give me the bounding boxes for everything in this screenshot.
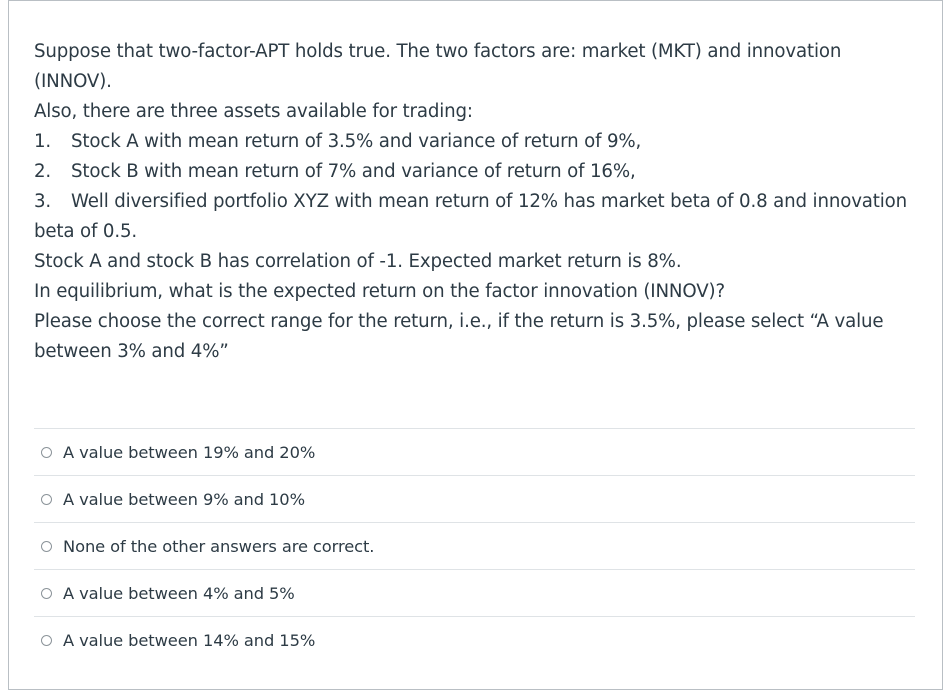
answer-option[interactable] <box>34 616 915 663</box>
question-line: between 3% and 4%” <box>34 341 229 362</box>
list-item-number: 3. <box>34 191 52 212</box>
radio-button[interactable] <box>41 494 52 505</box>
question-card <box>8 0 943 690</box>
radio-button[interactable] <box>41 447 52 458</box>
question-text <box>34 37 914 367</box>
answer-label[interactable]: A value between 14% and 15% <box>63 630 316 650</box>
answer-option[interactable] <box>34 522 915 569</box>
answer-list <box>34 428 915 663</box>
answer-option[interactable] <box>34 569 915 616</box>
list-item-number: 1. <box>34 131 52 152</box>
list-item-number: 2. <box>34 161 52 182</box>
answer-label[interactable]: A value between 4% and 5% <box>63 583 295 603</box>
answer-label[interactable]: A value between 19% and 20% <box>63 442 316 462</box>
list-item <box>34 157 914 187</box>
question-line: In equilibrium, what is the expected return on the factor innovation (INNOV)? <box>34 281 725 302</box>
question-line: Suppose that two-factor-APT holds true. The two factors are: market (MKT) and innovation <box>34 41 842 62</box>
question-line: Stock A and stock B has correlation of -1. Expected market return is 8%. <box>34 251 682 272</box>
answer-label[interactable]: None of the other answers are correct. <box>63 536 375 556</box>
answer-option[interactable] <box>34 475 915 522</box>
radio-button[interactable] <box>41 541 52 552</box>
list-item-text: Stock A with mean return of 3.5% and variance of return of 9%, <box>71 131 642 152</box>
answer-label[interactable]: A value between 9% and 10% <box>63 489 305 509</box>
list-item-text: Stock B with mean return of 7% and variance of return of 16%, <box>71 161 636 182</box>
list-item <box>34 127 914 157</box>
list-item <box>34 187 914 217</box>
radio-button[interactable] <box>41 588 52 599</box>
list-item-text: Well diversified portfolio XYZ with mean return of 12% has market beta of 0.8 and innovation <box>71 191 908 212</box>
answer-option[interactable] <box>34 428 915 475</box>
question-line: beta of 0.5. <box>34 221 138 242</box>
question-line: (INNOV). <box>34 71 112 92</box>
question-line: Please choose the correct range for the return, i.e., if the return is 3.5%, please select “A value <box>34 311 884 332</box>
radio-button[interactable] <box>41 635 52 646</box>
question-line: Also, there are three assets available for trading: <box>34 101 473 122</box>
